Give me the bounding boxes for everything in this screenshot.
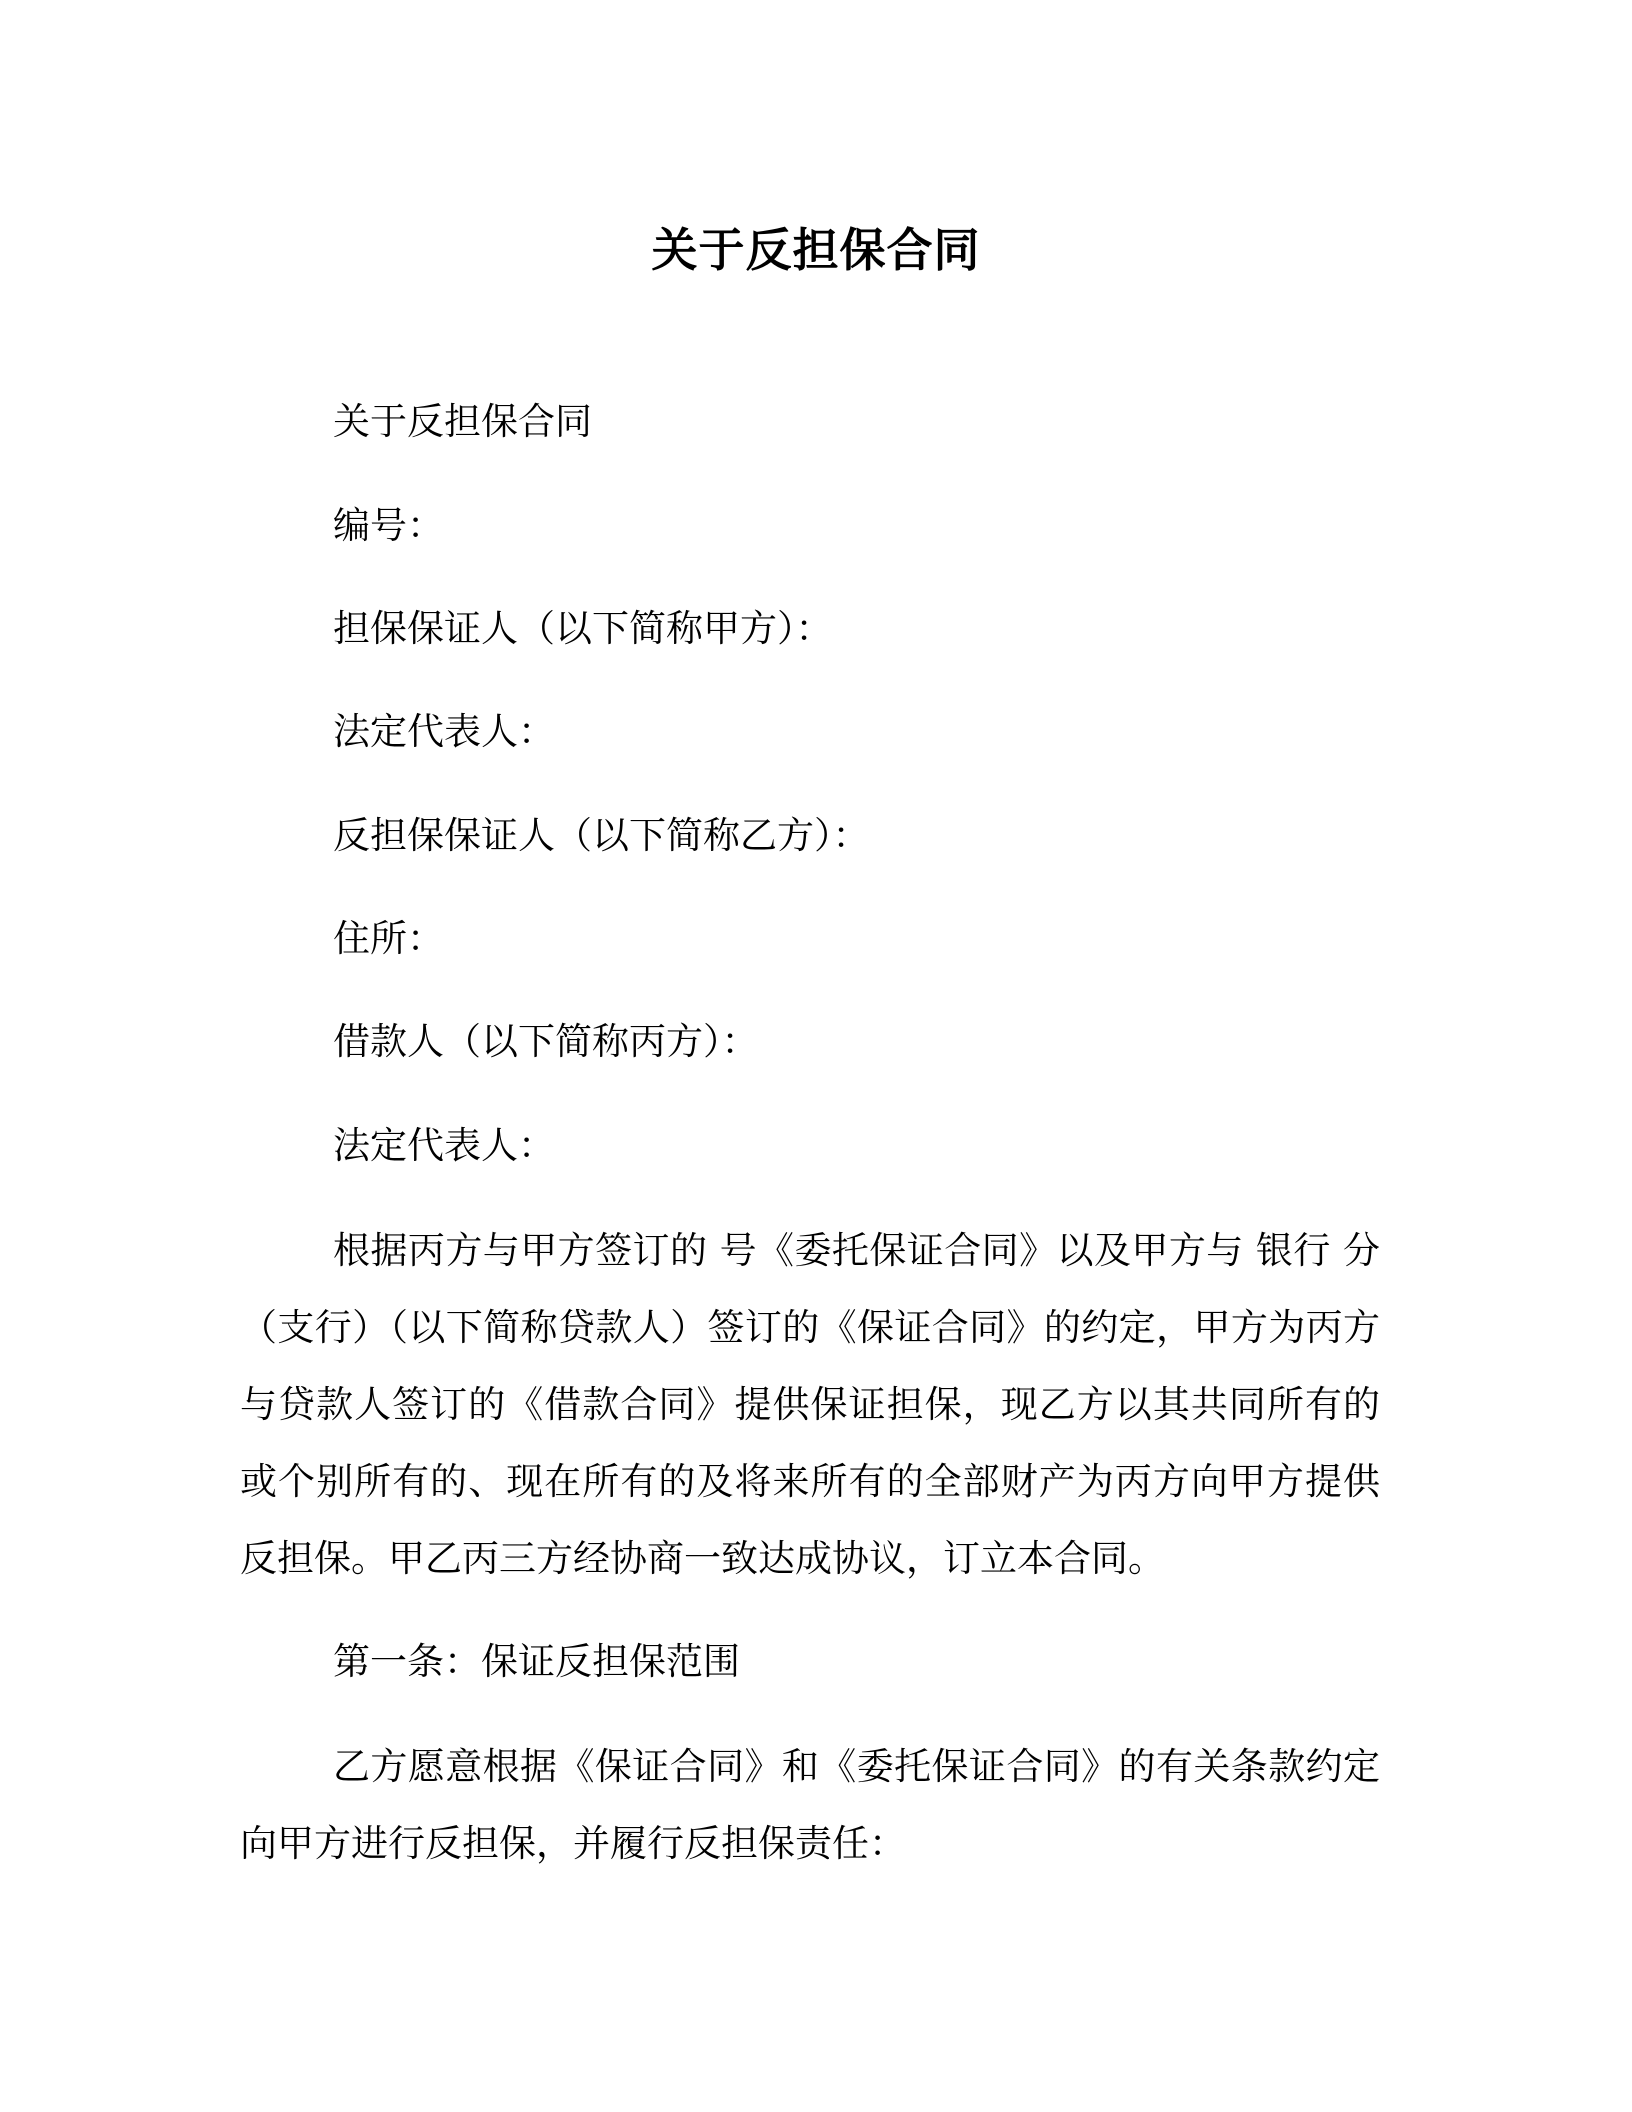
article-1-heading: 第一条：保证反担保范围 bbox=[333, 1640, 740, 1683]
field-legal-representative-c: 法定代表人： bbox=[333, 1124, 555, 1167]
field-legal-representative-a: 法定代表人： bbox=[333, 710, 555, 753]
field-counter-guarantor: 反担保保证人（以下简称乙方）： bbox=[333, 814, 870, 857]
document-title: 关于反担保合同 bbox=[651, 223, 981, 277]
field-contract-name: 关于反担保合同 bbox=[333, 400, 592, 443]
field-borrower: 借款人（以下简称丙方）： bbox=[333, 1020, 759, 1063]
paragraph-preamble: 根据丙方与甲方签订的 号《委托保证合同》以及甲方与 银行 分（支行）（以下简称贷款人）签订的《保证合同》的约定，甲方为丙方与贷款人签订的《借款合同》提供保证担保，现乙方以其共同所有的或个别所有的、现在所有的及将来所有的全部财产为丙方向甲方提供反担保。甲乙丙三方经协商一致达成协议，订立本合同。 bbox=[240, 1229, 1380, 1580]
paragraph-article-1: 乙方愿意根据《保证合同》和《委托保证合同》的有关条款约定向甲方进行反担保，并履行反担保责任： bbox=[240, 1745, 1380, 1865]
field-number: 编号： bbox=[333, 504, 444, 547]
field-address: 住所： bbox=[333, 917, 444, 960]
field-guarantor: 担保保证人（以下简称甲方）： bbox=[333, 607, 833, 650]
